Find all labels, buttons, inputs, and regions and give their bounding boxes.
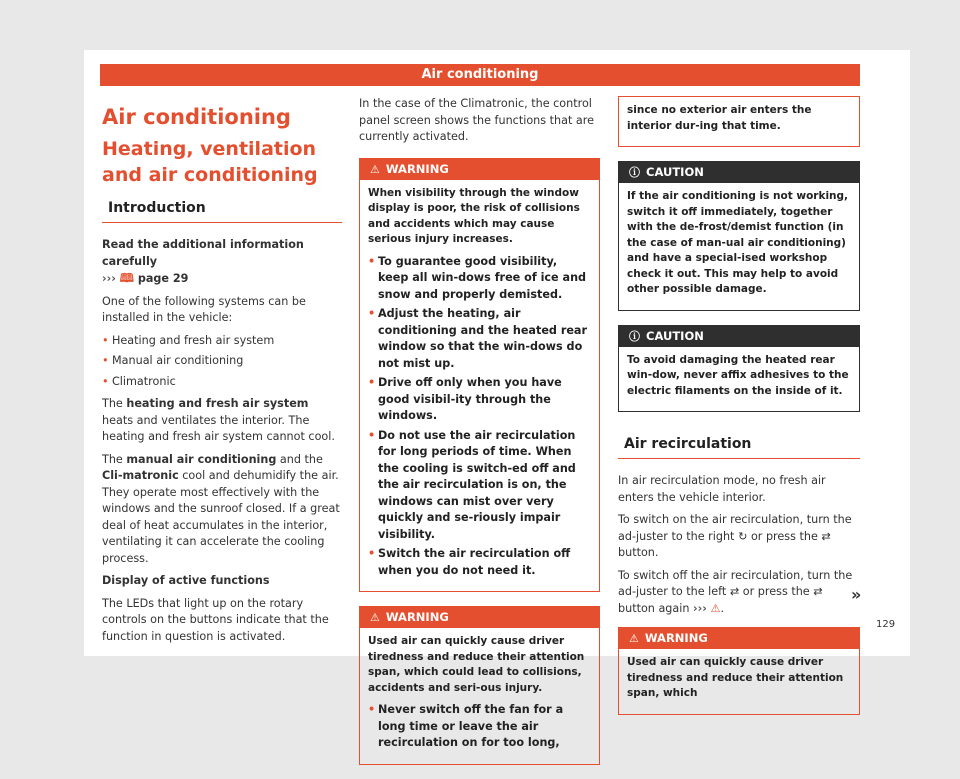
paragraph: The manual air conditioning and the Cli-matronic cool and dehumidify the air. They operate most effectively with the windows and the sunroof closed. If a great deal of heat accumulates in the interior, ventilating it can accelerate the cooling process. <box>102 452 340 565</box>
list-item: • Drive off only when you have good visibil-ity through the windows. <box>368 375 591 425</box>
paragraph: To switch on the air recirculation, turn the ad-juster to the right ↻ or press the ⇄ button. <box>618 513 852 559</box>
warning-header: ⚠ WARNING <box>619 628 859 649</box>
list-item: • Never switch off the fan for a long time or leave the air recirculation on for too long, <box>368 702 591 752</box>
info-circle-icon: ⓘ <box>629 329 640 343</box>
column-2 <box>359 96 600 779</box>
warning-continuation-box <box>618 96 860 147</box>
book-icon: 🕮 <box>119 271 134 285</box>
car-recirculation-icon: ⇄ <box>813 585 823 598</box>
paragraph: In air recirculation mode, no fresh air enters the vehicle interior. <box>618 474 826 504</box>
warning-header: ⚠ WARNING <box>360 607 599 628</box>
subsection-title: Introduction <box>102 200 342 223</box>
caution-box <box>618 325 860 413</box>
warning-triangle-icon: ⚠ <box>370 162 380 176</box>
column-3 <box>618 96 860 729</box>
warning-triangle-icon: ⚠ <box>710 601 721 615</box>
system-list <box>102 333 342 391</box>
warning-box <box>618 627 860 715</box>
list-item: • To guarantee good visibility, keep all win-dows free of ice and snow and properly demisted. <box>368 254 591 304</box>
warning-box <box>359 158 600 593</box>
read-more-note: Read the additional information carefully ››› 🕮 page 29 <box>102 238 304 285</box>
list-item: • Manual air conditioning <box>102 353 342 370</box>
reference-arrows: ››› <box>102 272 116 285</box>
page-reference-link[interactable]: page 29 <box>137 272 189 285</box>
warning-text: since no exterior air enters the interior dur-ing that time. <box>627 104 812 132</box>
display-heading: Display of active functions <box>102 574 270 587</box>
warning-triangle-icon: ⚠ <box>370 611 380 624</box>
caution-header: ⓘ CAUTION <box>619 326 859 347</box>
chapter-title: Air conditioning <box>102 105 291 129</box>
warning-triangle-icon: ⚠ <box>629 632 639 645</box>
page-number: 129 <box>876 619 896 630</box>
warning-list <box>368 254 591 580</box>
warning-text: When visibility through the window display is poor, the risk of collisions and accidents which may cause serious injury increases. <box>368 186 580 245</box>
list-item: • Do not use the air recirculation for long periods of time. When the cooling is switch-ed off and the air recirculation is on, the windows can mist over very quickly and se-riously impair visibility. <box>368 428 591 544</box>
paragraph: The heating and fresh air system heats and ventilates the interior. The heating and fresh air system cannot cool. <box>102 397 335 443</box>
page-header: Air conditioning <box>100 64 860 86</box>
warning-box <box>359 606 600 765</box>
paragraph: One of the following systems can be installed in the vehicle: <box>102 294 306 324</box>
section-title: Heating, ventilation and air conditioning <box>102 138 318 186</box>
caution-box <box>618 161 860 311</box>
warning-text: Used air can quickly cause driver tiredness and reduce their attention span, which could lead to collisions, accidents and seri-ous injury. <box>368 635 585 694</box>
list-item: • Heating and fresh air system <box>102 333 342 350</box>
column-1 <box>102 96 342 651</box>
paragraph: The LEDs that light up on the rotary controls on the buttons indicate that the function in question is activated. <box>102 596 329 643</box>
info-circle-icon: ⓘ <box>629 166 640 179</box>
paragraph: In the case of the Climatronic, the control panel screen shows the functions that are currently activated. <box>359 97 595 143</box>
warning-list <box>368 702 591 752</box>
list-item: • Switch the air recirculation off when you do not need it. <box>368 546 591 579</box>
caution-text: If the air conditioning is not working, switch it off immediately, together with the de-frost/demist function (in the case of man-ual air conditioning) and have a special-ised workshop check it out. This may help to avoid other possible damage. <box>627 190 849 295</box>
caution-header: ⓘ CAUTION <box>619 162 859 183</box>
paragraph: To switch off the air recirculation, turn the ad-juster to the left ⇄ or press the ⇄ button again ››› ⚠. <box>618 568 853 615</box>
continued-arrow: » <box>851 585 862 604</box>
car-recirculation-icon: ⇄ <box>729 585 740 598</box>
list-item: • Adjust the heating, air conditioning and the heated rear window so that the win-dows do not mist up. <box>368 306 591 372</box>
warning-header: ⚠ WARNING <box>360 159 599 180</box>
caution-text: To avoid damaging the heated rear win-dow, never affix adhesives to the electric filaments on the inside of it. <box>627 353 849 397</box>
recirculation-adjuster-icon: ↻ <box>738 529 748 543</box>
warning-text: Used air can quickly cause driver tiredness and reduce their attention span, which <box>627 656 844 699</box>
subsection-title: Air recirculation <box>618 436 860 459</box>
car-recirculation-icon: ⇄ <box>821 529 831 543</box>
list-item: • Climatronic <box>102 374 342 391</box>
